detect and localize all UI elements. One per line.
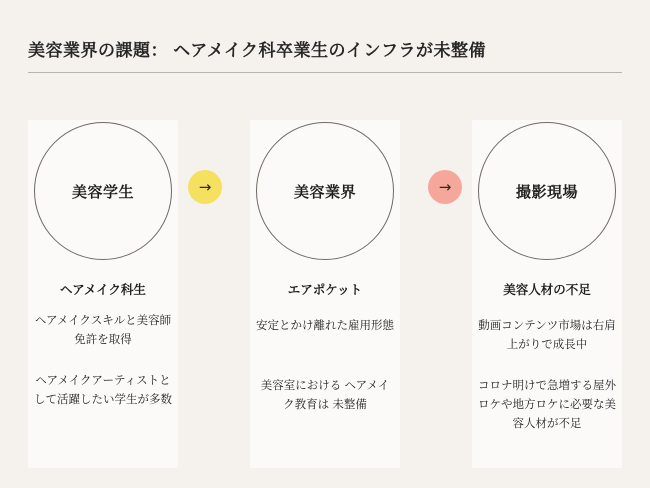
column-subhead: ヘアメイク科生 (60, 283, 146, 297)
column-subhead: 美容人材の不足 (503, 283, 591, 297)
column-beauty-student (28, 120, 178, 468)
circle-beauty-industry (256, 122, 394, 260)
column-paragraph-2: ヘアメイクアーティストとして活躍したい学生が多数 (34, 375, 172, 406)
title-divider (28, 72, 622, 73)
arrow-glyph: → (198, 178, 212, 196)
column-paragraph-2: コロナ明けで急増する屋外ロケや地方ロケに必要な美容人材が不足 (478, 380, 616, 430)
circle-beauty-student (34, 122, 172, 260)
circle-label: 撮影現場 (515, 183, 578, 201)
diagram-columns (0, 120, 650, 480)
column-paragraph-1: 安定とかけ離れた雇用形態 (256, 320, 394, 332)
column-subhead: エアポケット (287, 283, 363, 297)
circle-label: 美容業界 (293, 183, 356, 201)
arrow-glyph: → (438, 178, 452, 196)
column-paragraph-2: 美容室における ヘアメイク教育は 未整備 (260, 380, 390, 411)
column-paragraph-1: ヘアメイクスキルと美容師免許を取得 (34, 315, 172, 346)
column-beauty-industry (250, 120, 400, 468)
circle-label: 美容学生 (71, 183, 134, 201)
column-paragraph-1: 動画コンテンツ市場は右肩上がりで成長中 (478, 320, 616, 351)
arrow-right-icon-1 (188, 170, 222, 204)
column-shooting-site (472, 120, 622, 468)
arrow-right-icon-2 (428, 170, 462, 204)
circle-shooting-site (478, 122, 616, 260)
page-title: 美容業界の課題： ヘアメイク科卒業生のインフラが未整備 (28, 41, 487, 60)
